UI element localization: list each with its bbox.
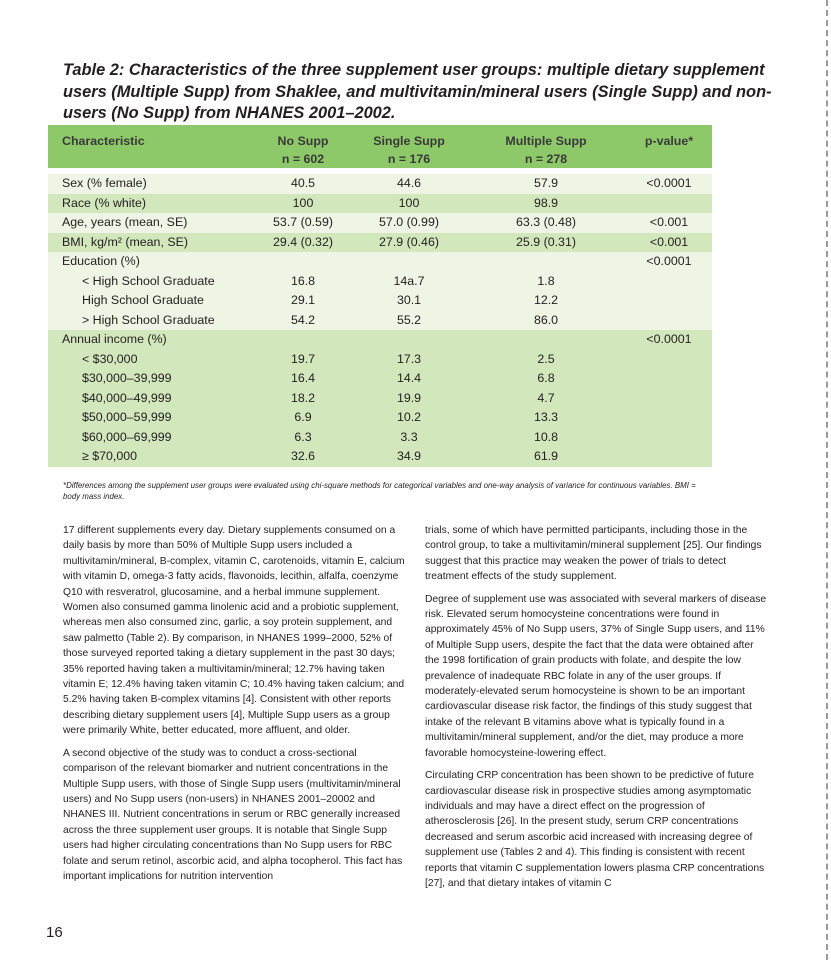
row-label: $40,000–49,999 xyxy=(48,389,254,409)
cell-p-value xyxy=(626,408,712,428)
header-label: p-value* xyxy=(644,134,694,148)
table-row xyxy=(48,272,712,292)
cell-multiple-supp: 25.9 (0.31) xyxy=(466,233,626,253)
table-footnote: *Differences among the supplement user groups were evaluated using chi-square methods for categorical variables and one-way analysis of variance for continuous variables. BMI = body mass index. xyxy=(63,481,696,501)
table-title: Table 2: Characteristics of the three supplement user groups: multiple dietary supplement users (Multiple Supp) from Shaklee, and multivitamin/mineral users (Single Supp) and non-users (No Supp) from NHANES 2001–2002. xyxy=(63,61,772,122)
header-multiple-supp xyxy=(466,125,626,168)
cell-single-supp: 17.3 xyxy=(352,350,466,370)
table-row xyxy=(48,330,712,350)
cell-single-supp: 100 xyxy=(352,194,466,214)
header-label: Single Supp xyxy=(373,134,445,148)
body-column-right xyxy=(425,523,767,898)
cell-multiple-supp: 1.8 xyxy=(466,272,626,292)
row-label: Education (%) xyxy=(48,252,254,272)
cell-no-supp: 16.4 xyxy=(254,369,352,389)
cell-multiple-supp: 98.9 xyxy=(466,194,626,214)
cell-p-value: <0.001 xyxy=(626,213,712,233)
row-label: < High School Graduate xyxy=(48,272,254,292)
row-label: $60,000–69,999 xyxy=(48,428,254,448)
cell-single-supp: 57.0 (0.99) xyxy=(352,213,466,233)
table-row xyxy=(48,233,712,253)
body-paragraph: trials, some of which have permitted participants, including those in the control group, to take a multivitamin/mineral supplement [25]. Our findings suggest that this practice may weaken the power of trials to detect treatment effects of the study supplement. xyxy=(425,525,762,583)
cell-p-value xyxy=(626,350,712,370)
table-row xyxy=(48,428,712,448)
table-header-row xyxy=(48,125,712,168)
row-label: Age, years (mean, SE) xyxy=(48,213,254,233)
cell-no-supp: 100 xyxy=(254,194,352,214)
row-label: < $30,000 xyxy=(48,350,254,370)
cell-single-supp xyxy=(352,252,466,272)
cell-multiple-supp xyxy=(466,252,626,272)
table-row xyxy=(48,408,712,428)
cell-multiple-supp: 57.9 xyxy=(466,174,626,194)
cell-no-supp: 54.2 xyxy=(254,311,352,331)
row-label: Annual income (%) xyxy=(48,330,254,350)
cell-single-supp: 3.3 xyxy=(352,428,466,448)
table-row xyxy=(48,350,712,370)
header-p-value xyxy=(626,125,712,168)
cell-multiple-supp xyxy=(466,330,626,350)
body-paragraph: A second objective of the study was to conduct a cross-sectional comparison of the relevant biomarker and nutrient concentrations in the Multiple Supp users, with those of Single Supp users (multivitamin/mineral users) and No Supp users (non-users) in NHANES 2001–20002 and NHANES III. Nutrient concentrations in serum or RBC generally increased across the three supplement user groups. It is notable that Single Supp users had higher circulating concentrations than No Supp users for RBC folate and serum retinol, ascorbic acid, and alpha tocopherol. This fact has important implications for nutrition intervention xyxy=(63,747,403,882)
body-column-left xyxy=(63,523,405,891)
cell-p-value xyxy=(626,389,712,409)
row-label: $50,000–59,999 xyxy=(48,408,254,428)
cell-p-value: <0.001 xyxy=(626,233,712,253)
header-label: Characteristic xyxy=(62,134,145,148)
cell-multiple-supp: 63.3 (0.48) xyxy=(466,213,626,233)
cell-p-value xyxy=(626,428,712,448)
cell-multiple-supp: 2.5 xyxy=(466,350,626,370)
row-label: BMI, kg/m² (mean, SE) xyxy=(48,233,254,253)
table-row xyxy=(48,174,712,194)
cell-single-supp xyxy=(352,330,466,350)
cell-no-supp: 18.2 xyxy=(254,389,352,409)
table-row xyxy=(48,447,712,467)
cell-no-supp: 16.8 xyxy=(254,272,352,292)
cell-single-supp: 10.2 xyxy=(352,408,466,428)
row-label: $30,000–39,999 xyxy=(48,369,254,389)
body-paragraph: Degree of supplement use was associated with several markers of disease risk. Elevated serum homocysteine concentrations were found in approximately 45% of No Supp users, 37% of Single Supp users, and 11% of Multiple Supp users, despite the fact that the data were obtained after the 1998 fortification of grain products with folate, and despite the low prevalence of inadequate RBC folate in any of the user groups. If moderately-elevated serum homocysteine is shown to be an important cardiovascular disease risk factor, the findings of this study suggest that intake of the relevant B vitamins above what is typically found in a multivitamin/mineral supplement, and/or the diet, may produce a more favorable homocysteine-lowering effect. xyxy=(425,593,767,759)
cell-multiple-supp: 12.2 xyxy=(466,291,626,311)
cell-p-value xyxy=(626,311,712,331)
cell-multiple-supp: 61.9 xyxy=(466,447,626,467)
cell-p-value: <0.0001 xyxy=(626,174,712,194)
header-no-supp xyxy=(254,125,352,168)
cell-p-value xyxy=(626,291,712,311)
body-paragraph: 17 different supplements every day. Dietary supplements consumed on a daily basis by more than 50% of Multiple Supp users included a multivitamin/mineral, B-complex, vitamin C, carotenoids, vitamin E, calcium with vitamin D, omega-3 fatty acids, flavonoids, lecithin, alfalfa, coenzyme Q10 with resveratrol, glucosamine, and a herbal immune supplement. Women also consumed gamma linolenic acid and a probiotic supplement, whereas men also consumed zinc, garlic, a soy protein supplement, and saw palmetto (Table 2). By comparison, in NHANES 1999–2000, 52% of those surveyed reported taking a dietary supplement in the past 30 days; 35% reported having taken a multivitamin/mineral; 12.7% having taken vitamin E; 12.4% having taken vitamin C; 10.4% having taken calcium; and 5.2% having taken B-complex vitamins [4]. Consistent with other reports describing dietary supplement users [4], Multiple Supp users as a group were primarily White, better educated, more affluent, and older. xyxy=(63,525,405,737)
row-label: Race (% white) xyxy=(48,194,254,214)
cell-multiple-supp: 6.8 xyxy=(466,369,626,389)
table-row xyxy=(48,252,712,272)
cell-no-supp xyxy=(254,330,352,350)
cell-no-supp: 53.7 (0.59) xyxy=(254,213,352,233)
header-label: Multiple Supp xyxy=(505,134,587,148)
cell-single-supp: 27.9 (0.46) xyxy=(352,233,466,253)
table-row xyxy=(48,389,712,409)
cell-p-value xyxy=(626,369,712,389)
cell-no-supp: 40.5 xyxy=(254,174,352,194)
table-row xyxy=(48,311,712,331)
cell-no-supp: 19.7 xyxy=(254,350,352,370)
cell-multiple-supp: 13.3 xyxy=(466,408,626,428)
cell-single-supp: 30.1 xyxy=(352,291,466,311)
body-paragraph: Circulating CRP concentration has been shown to be predictive of future cardiovascular disease risk in prospective studies among asymptomatic individuals and may have a direct effect on the progression of atherosclerosis [26]. In the present study, serum CRP concentrations decreased and serum ascorbic acid increased with increasing degree of supplement use (Tables 2 and 4). This finding is consistent with recent reports that vitamin C supplementation lowers plasma CRP concentrations [27], and that dietary intakes of vitamin C xyxy=(425,770,765,889)
cell-no-supp xyxy=(254,252,352,272)
cell-no-supp: 6.9 xyxy=(254,408,352,428)
page-number: 16 xyxy=(46,924,63,941)
cell-no-supp: 29.4 (0.32) xyxy=(254,233,352,253)
cell-single-supp: 14.4 xyxy=(352,369,466,389)
cell-no-supp: 29.1 xyxy=(254,291,352,311)
header-n: n = 602 xyxy=(281,152,325,166)
header-characteristic xyxy=(48,125,254,168)
table-row xyxy=(48,369,712,389)
cell-p-value xyxy=(626,194,712,214)
cell-single-supp: 19.9 xyxy=(352,389,466,409)
table-row xyxy=(48,213,712,233)
row-label: > High School Graduate xyxy=(48,311,254,331)
header-single-supp xyxy=(352,125,466,168)
cell-single-supp: 34.9 xyxy=(352,447,466,467)
cell-multiple-supp: 4.7 xyxy=(466,389,626,409)
cell-single-supp: 55.2 xyxy=(352,311,466,331)
cell-p-value xyxy=(626,447,712,467)
cell-single-supp: 44.6 xyxy=(352,174,466,194)
cell-no-supp: 6.3 xyxy=(254,428,352,448)
cell-p-value xyxy=(626,272,712,292)
cell-no-supp: 32.6 xyxy=(254,447,352,467)
header-n: n = 176 xyxy=(387,152,431,166)
table-row xyxy=(48,291,712,311)
characteristics-table xyxy=(48,125,712,467)
cell-multiple-supp: 10.8 xyxy=(466,428,626,448)
cell-p-value: <0.0001 xyxy=(626,330,712,350)
row-label: Sex (% female) xyxy=(48,174,254,194)
table-row xyxy=(48,194,712,214)
row-label: High School Graduate xyxy=(48,291,254,311)
page-edge-divider xyxy=(826,0,828,960)
row-label: ≥ $70,000 xyxy=(48,447,254,467)
cell-single-supp: 14a.7 xyxy=(352,272,466,292)
cell-multiple-supp: 86.0 xyxy=(466,311,626,331)
cell-p-value: <0.0001 xyxy=(626,252,712,272)
header-n: n = 278 xyxy=(524,152,568,166)
header-label: No Supp xyxy=(277,134,329,148)
